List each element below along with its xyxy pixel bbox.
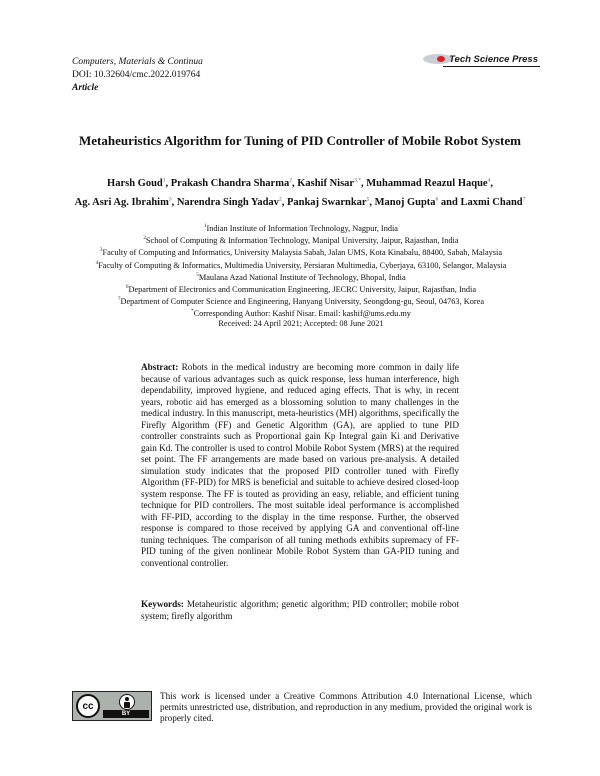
author: Kashif Nisar$^{3,*}$, bbox=[297, 177, 367, 189]
license-footer bbox=[72, 691, 532, 725]
corresponding-author: *Corresponding Author: Kashif Nisar. Email: kashif@ums.edu.my bbox=[191, 308, 411, 318]
affiliation-list bbox=[66, 222, 536, 330]
keywords bbox=[141, 599, 459, 622]
affiliation: $^3$Faculty of Computing and Informatics, University Malaysia Sabah, Jalan UMS, Kota Kinabalu, 88400, Sabah, Malaysia bbox=[99, 248, 503, 258]
license-text: This work is licensed under a Creative Commons Attribution 4.0 International License, which permits unrestricted use, distribution, and reproduction in any medium, provided the original work is properly cited. bbox=[160, 691, 532, 724]
journal-header bbox=[72, 56, 203, 95]
author: Ag. Asri Ag. Ibrahim$^3$, bbox=[74, 196, 177, 208]
creative-commons-icon: cc bbox=[76, 694, 100, 718]
attribution-person-icon bbox=[119, 694, 135, 710]
affiliation: $^6$Department of Electronics and Communication Engineering, JECRC University, Jaipur, Rajasthan, India bbox=[125, 284, 477, 294]
author: Manoj Gupta$^6$ and bbox=[374, 196, 461, 208]
journal-name: Computers, Materials & Continua bbox=[72, 57, 203, 67]
affiliation: $^5$Maulana Azad National Institute of Technology, Bhopal, India bbox=[196, 272, 406, 282]
affiliation: $^4$Faculty of Computing & Informatics, Multimedia University, Persiaran Multimedia, Cyberjaya, 63100, Selangor, Malaysia bbox=[95, 260, 507, 270]
affiliation: $^2$School of Computing & Information Technology, Manipal University, Jaipur, Rajasthan, India bbox=[143, 235, 459, 245]
abstract bbox=[141, 362, 459, 569]
doi[interactable]: DOI: 10.32604/cmc.2022.019764 bbox=[72, 70, 201, 80]
article-type: Article bbox=[72, 83, 99, 93]
author: Laxmi Chand$^7$ bbox=[460, 196, 526, 208]
paper-title: Metaheuristics Algorithm for Tuning of PID Controller of Mobile Robot System bbox=[79, 133, 521, 148]
author: Harsh Goud$^1$, bbox=[107, 177, 171, 189]
author-list bbox=[60, 172, 540, 211]
author: Narendra Singh Yadav$^2$, bbox=[176, 196, 287, 208]
keywords-label: Keywords: bbox=[141, 599, 184, 609]
author: Prakash Chandra Sharma$^2$, bbox=[170, 177, 298, 189]
received-accepted-dates: Received: 24 April 2021; Accepted: 08 June 2021 bbox=[218, 319, 384, 329]
affiliation: $^7$Department of Computer Science and Engineering, Hanyang University, Seongdong-gu, Seoul, 04763, Korea bbox=[117, 296, 484, 306]
publisher-logo bbox=[423, 52, 538, 66]
publisher-name: Tech Science Press bbox=[449, 53, 538, 65]
keywords-text: Metaheuristic algorithm; genetic algorithm; PID controller; mobile robot system; firefly algorithm bbox=[141, 599, 460, 621]
by-label: BY bbox=[103, 710, 149, 718]
author: Muhammad Reazul Haque$^4$, bbox=[366, 177, 493, 189]
abstract-text: Robots in the medical industry are becoming more common in daily life because of various advantages such as quick response, less human interference, high dependability, improved hygiene, and reduced aging effects. That is why, in recent years, robotic aid has emerged as a blossoming solution to many challenges in the medical industry. In this manuscript, meta-heuristics (MH) algorithms, specifically the Firefly Algorithm (FF) and Genetic Algorithm (GA), are applied to tune PID controller constraints such as Proportional gain Kp Integral gain Ki and Derivative gain Kd. The controller is used to control Mobile Robot System (MRS) at the required set point. The FF arrangements are made based on various pre-analysis. A detailed simulation study indicates that the proposed PID controller tuned with Firefly Algorithm (FF-PID) for MRS is beneficial and suitable to achieve desired closed-loop system response. The FF is touted as providing an easy, reliable, and efficient tuning technique for PID controllers. The most suitable ideal performance is accomplished with FF-PID, according to the display in the time response. Further, the observed response is compared to those received by applying GA and conventional off-line tuning techniques. The comparison of all tuning methods exhibits supremacy of FF-PID tuning of the given nonlinear Mobile Robot System than GA-PID tuning and conventional controller. bbox=[141, 362, 460, 568]
cc-by-license-badge[interactable] bbox=[72, 691, 152, 721]
abstract-label: Abstract: bbox=[141, 362, 179, 372]
author: Pankaj Swarnkar$^5$, bbox=[286, 196, 375, 208]
affiliation: $^1$Indian Institute of Information Technology, Nagpur, India bbox=[204, 223, 398, 233]
